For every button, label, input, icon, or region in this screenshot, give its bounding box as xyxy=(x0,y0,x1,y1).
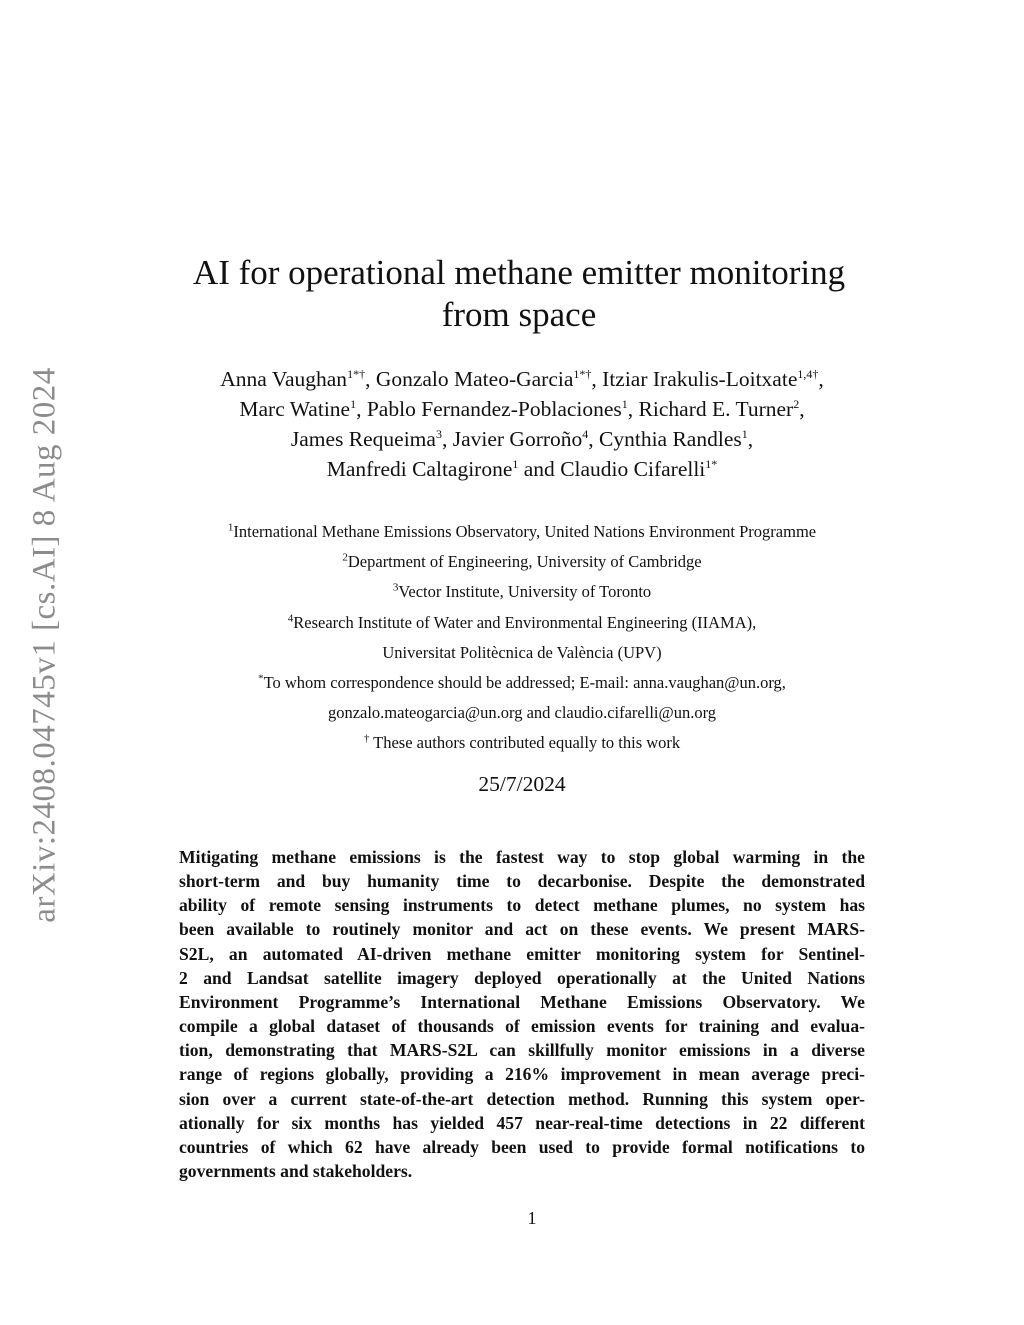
author-name: Javier Gorroño xyxy=(452,427,583,451)
abstract-line: ationally for six months has yielded 457 near-real-time detections in 22 different xyxy=(179,1112,865,1133)
author-separator: , xyxy=(356,397,367,421)
author-affiliation-marker: 1 xyxy=(350,396,357,411)
title-line-1: AI for operational methane emitter monitoring xyxy=(192,253,846,292)
author-name: Gonzalo Mateo-Garcia xyxy=(375,367,574,391)
affiliation-text: Vector Institute, University of Toronto xyxy=(398,582,652,602)
affiliation-text: Research Institute of Water and Environmental Engineering (IIAMA), xyxy=(293,612,757,632)
author-separator: , xyxy=(591,367,603,391)
affiliation-list xyxy=(0,517,1024,759)
abstract-line: sion over a current state-of-the-art detection method. Running this system oper- xyxy=(179,1088,865,1109)
author-name: Anna Vaughan xyxy=(220,367,348,391)
affiliation-line xyxy=(20,728,1024,758)
publication-date: 25/7/2024 xyxy=(478,772,566,796)
author-name: Marc Watine xyxy=(239,397,351,421)
author-affiliation-marker: 1,4† xyxy=(797,366,819,381)
affiliation-line xyxy=(20,638,1024,668)
abstract-line: countries of which 62 have already been used to provide formal notifications to xyxy=(179,1136,865,1157)
abstract-line: ability of remote sensing instruments to detect methane plumes, no system has xyxy=(179,895,865,916)
affiliation-text: To whom correspondence should be addressed; E-mail: anna.vaughan@un.org, xyxy=(263,673,786,693)
affiliation-line xyxy=(20,517,1024,547)
abstract-line: governments and stakeholders. xyxy=(179,1161,413,1182)
author-name: James Requeima xyxy=(290,427,436,451)
author-line xyxy=(20,364,1024,394)
author-affiliation-marker: 3 xyxy=(435,426,442,441)
author-name: Richard E. Turner xyxy=(638,397,794,421)
affiliation-text: Department of Engineering, University of Cambridge xyxy=(347,552,702,572)
affiliation-marker: 4 xyxy=(287,612,294,625)
abstract-line: compile a global dataset of thousands of emission events for training and evalua- xyxy=(179,1016,865,1037)
author-affiliation-marker: 1*† xyxy=(347,366,366,381)
author-separator: , xyxy=(799,397,805,421)
author-separator: , xyxy=(365,367,376,391)
author-affiliation-marker: 4 xyxy=(582,426,589,441)
affiliation-line xyxy=(20,547,1024,577)
affiliation-line xyxy=(20,577,1024,607)
abstract-line: been available to routinely monitor and act on these events. We present MARS- xyxy=(179,919,865,940)
abstract-line: tion, demonstrating that MARS-S2L can skillfully monitor emissions in a diverse xyxy=(179,1040,865,1061)
affiliation-marker: † xyxy=(363,732,370,745)
affiliation-marker: 3 xyxy=(392,581,399,594)
abstract xyxy=(179,845,865,1183)
affiliation-line xyxy=(20,698,1024,728)
author-affiliation-marker: 1 xyxy=(621,396,628,411)
author-separator: , xyxy=(627,397,639,421)
author-name: Pablo Fernandez-Poblaciones xyxy=(366,397,622,421)
affiliation-line xyxy=(20,668,1024,698)
affiliation-text: gonzalo.mateogarcia@un.org and claudio.cifarelli@un.org xyxy=(327,703,717,723)
author-affiliation-marker: 2 xyxy=(793,396,800,411)
author-list xyxy=(0,364,1024,484)
author-affiliation-marker: 1*† xyxy=(573,366,592,381)
abstract-line: 2 and Landsat satellite imagery deployed operationally at the United Nations xyxy=(179,967,865,988)
abstract-line: range of regions globally, providing a 216% improvement in mean average preci- xyxy=(179,1064,865,1085)
title-line-2: from space xyxy=(441,295,597,334)
affiliation-text: International Methane Emissions Observatory, United Nations Environment Programme xyxy=(233,522,817,541)
paper-title xyxy=(0,252,1024,336)
page-number: 1 xyxy=(527,1208,537,1228)
author-line xyxy=(20,424,1024,454)
author-separator: , xyxy=(747,427,754,451)
author-separator: , xyxy=(441,427,453,451)
author-name: Claudio Cifarelli xyxy=(560,457,706,481)
author-line xyxy=(20,394,1024,424)
author-affiliation-marker: 1 xyxy=(512,456,519,471)
author-separator: and xyxy=(518,457,561,481)
author-name: Manfredi Caltagirone xyxy=(326,457,513,481)
author-affiliation-marker: 1 xyxy=(741,426,748,441)
author-line xyxy=(20,454,1024,484)
affiliation-marker: * xyxy=(258,672,264,685)
affiliation-text: These authors contributed equally to this work xyxy=(369,733,681,753)
author-name: Itziar Irakulis-Loitxate xyxy=(602,367,798,391)
affiliation-text: Universitat Politècnica de València (UPV) xyxy=(382,642,662,662)
affiliation-line xyxy=(20,608,1024,638)
abstract-line: Environment Programme’s International Methane Emissions Observatory. We xyxy=(179,991,865,1012)
author-affiliation-marker: 1* xyxy=(705,456,718,471)
abstract-line: short-term and buy humanity time to decarbonise. Despite the demonstrated xyxy=(179,871,865,892)
abstract-line: Mitigating methane emissions is the fastest way to stop global warming in the xyxy=(179,847,865,867)
arxiv-identifier: arXiv:2408.04745v1 [cs.AI] 8 Aug 2024 xyxy=(26,367,63,923)
author-separator: , xyxy=(818,367,824,391)
abstract-line: S2L, an automated AI-driven methane emitter monitoring system for Sentinel- xyxy=(179,943,865,964)
affiliation-marker: 2 xyxy=(342,551,348,564)
author-name: Cynthia Randles xyxy=(599,427,742,451)
affiliation-marker: 1 xyxy=(227,521,234,534)
author-separator: , xyxy=(588,427,600,451)
